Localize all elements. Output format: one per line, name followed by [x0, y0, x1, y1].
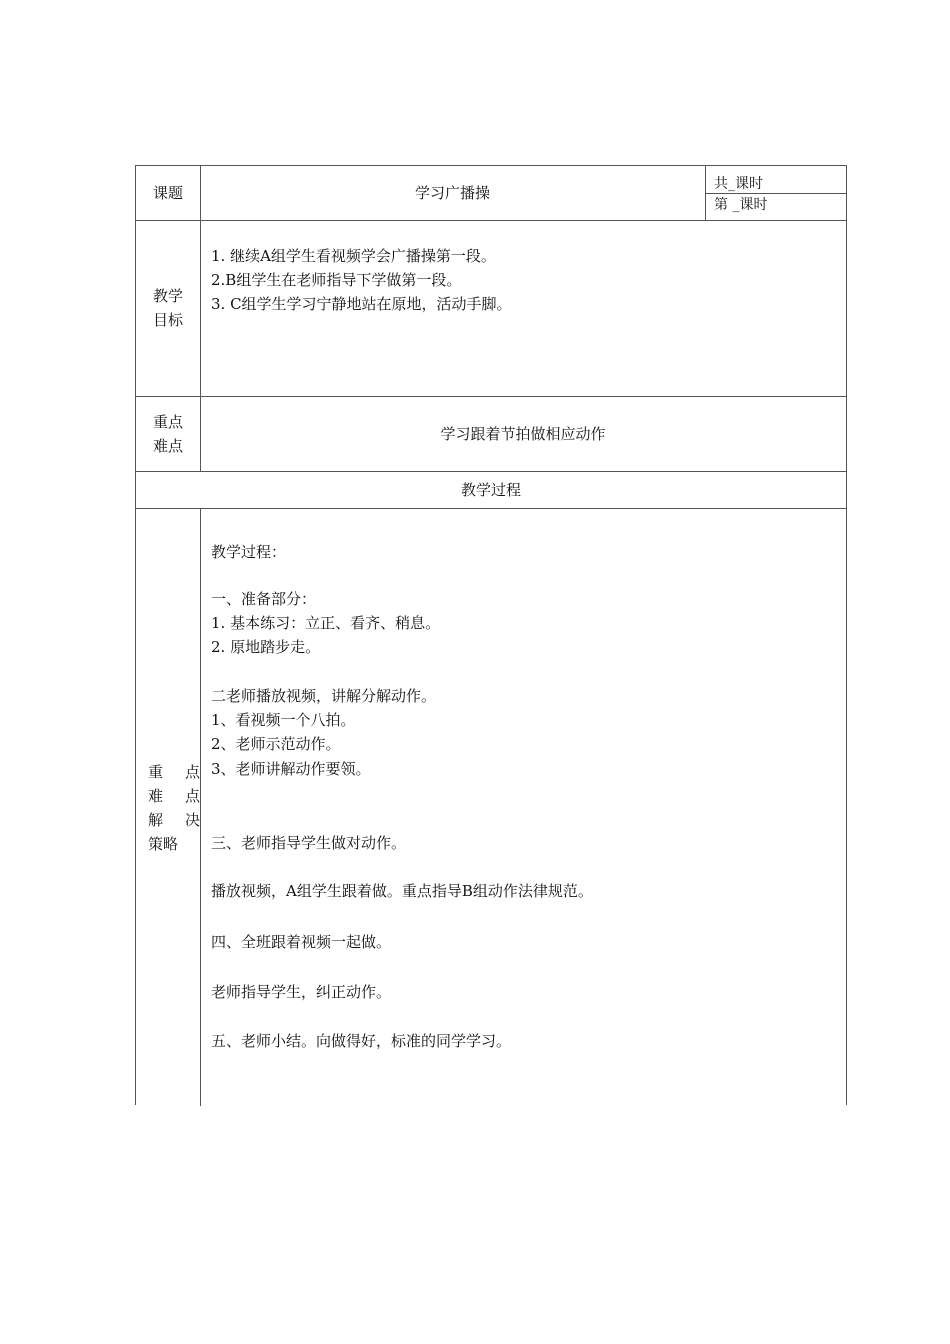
key-points-label-line1: 重点: [152, 412, 183, 431]
key-points-value: 学习跟着节拍做相应动作: [440, 424, 606, 443]
strategy-label-line: 策略: [148, 835, 179, 853]
process-line: 2、老师示范动作。: [211, 735, 341, 753]
process-line: 1、看视频一个八拍。: [211, 711, 356, 729]
objectives-items: [211, 244, 512, 316]
process-line: 一、准备部分：: [211, 590, 317, 608]
objectives-label-line1: 教学: [152, 287, 183, 305]
objective-item: 3. C组学生学习宁静地站在原地，活动手脚。: [211, 295, 512, 313]
objectives-list: [136, 220, 846, 396]
process-line: 1. 基本练习：立正、看齐、稍息。: [211, 614, 441, 632]
objective-item: 1. 继续A组学生看视频学会广播操第一段。: [211, 247, 496, 265]
label-column-divider: [200, 508, 201, 1106]
process-line: 老师指导学生，纠正动作。: [211, 983, 392, 1001]
process-line: 三、老师指导学生做对动作。: [211, 834, 407, 852]
objective-item: 2.B组学生在老师指导下学做第一段。: [211, 271, 462, 289]
strategy-label-line: 重 点: [148, 763, 200, 781]
total-hours: 共_课时: [714, 176, 763, 192]
objectives-label-line2: 目标: [152, 311, 183, 329]
key-points-label-line2: 难点: [152, 436, 183, 455]
strategy-label-line: 难 点: [148, 787, 200, 805]
topic-label: 课题: [152, 184, 183, 202]
process-line: 五、老师小结。向做得好，标准的同学学习。: [211, 1032, 512, 1050]
process-line: 二老师播放视频，讲解分解动作。: [211, 687, 437, 705]
process-line: 3、老师讲解动作要领。: [211, 760, 371, 778]
strategy-label: [148, 760, 200, 856]
process-line: 播放视频，A组学生跟着做。重点指导B组动作法律规范。: [211, 882, 593, 900]
process-header: 教学过程: [460, 480, 521, 499]
current-hour: 第 _课时: [714, 197, 768, 213]
hours-divider: [705, 193, 846, 194]
hours-column-divider: [705, 166, 706, 220]
strategy-label-line: 解 决: [148, 811, 200, 829]
row-divider: [136, 508, 846, 509]
lesson-plan-table: [135, 165, 847, 1105]
key-points-label: [136, 396, 200, 471]
process-line: 教学过程：: [211, 543, 287, 561]
topic-value: 学习广播操: [414, 184, 490, 202]
process-line: 四、全班跟着视频一起做。: [211, 933, 392, 951]
process-line: 2. 原地踏步走。: [211, 638, 321, 656]
